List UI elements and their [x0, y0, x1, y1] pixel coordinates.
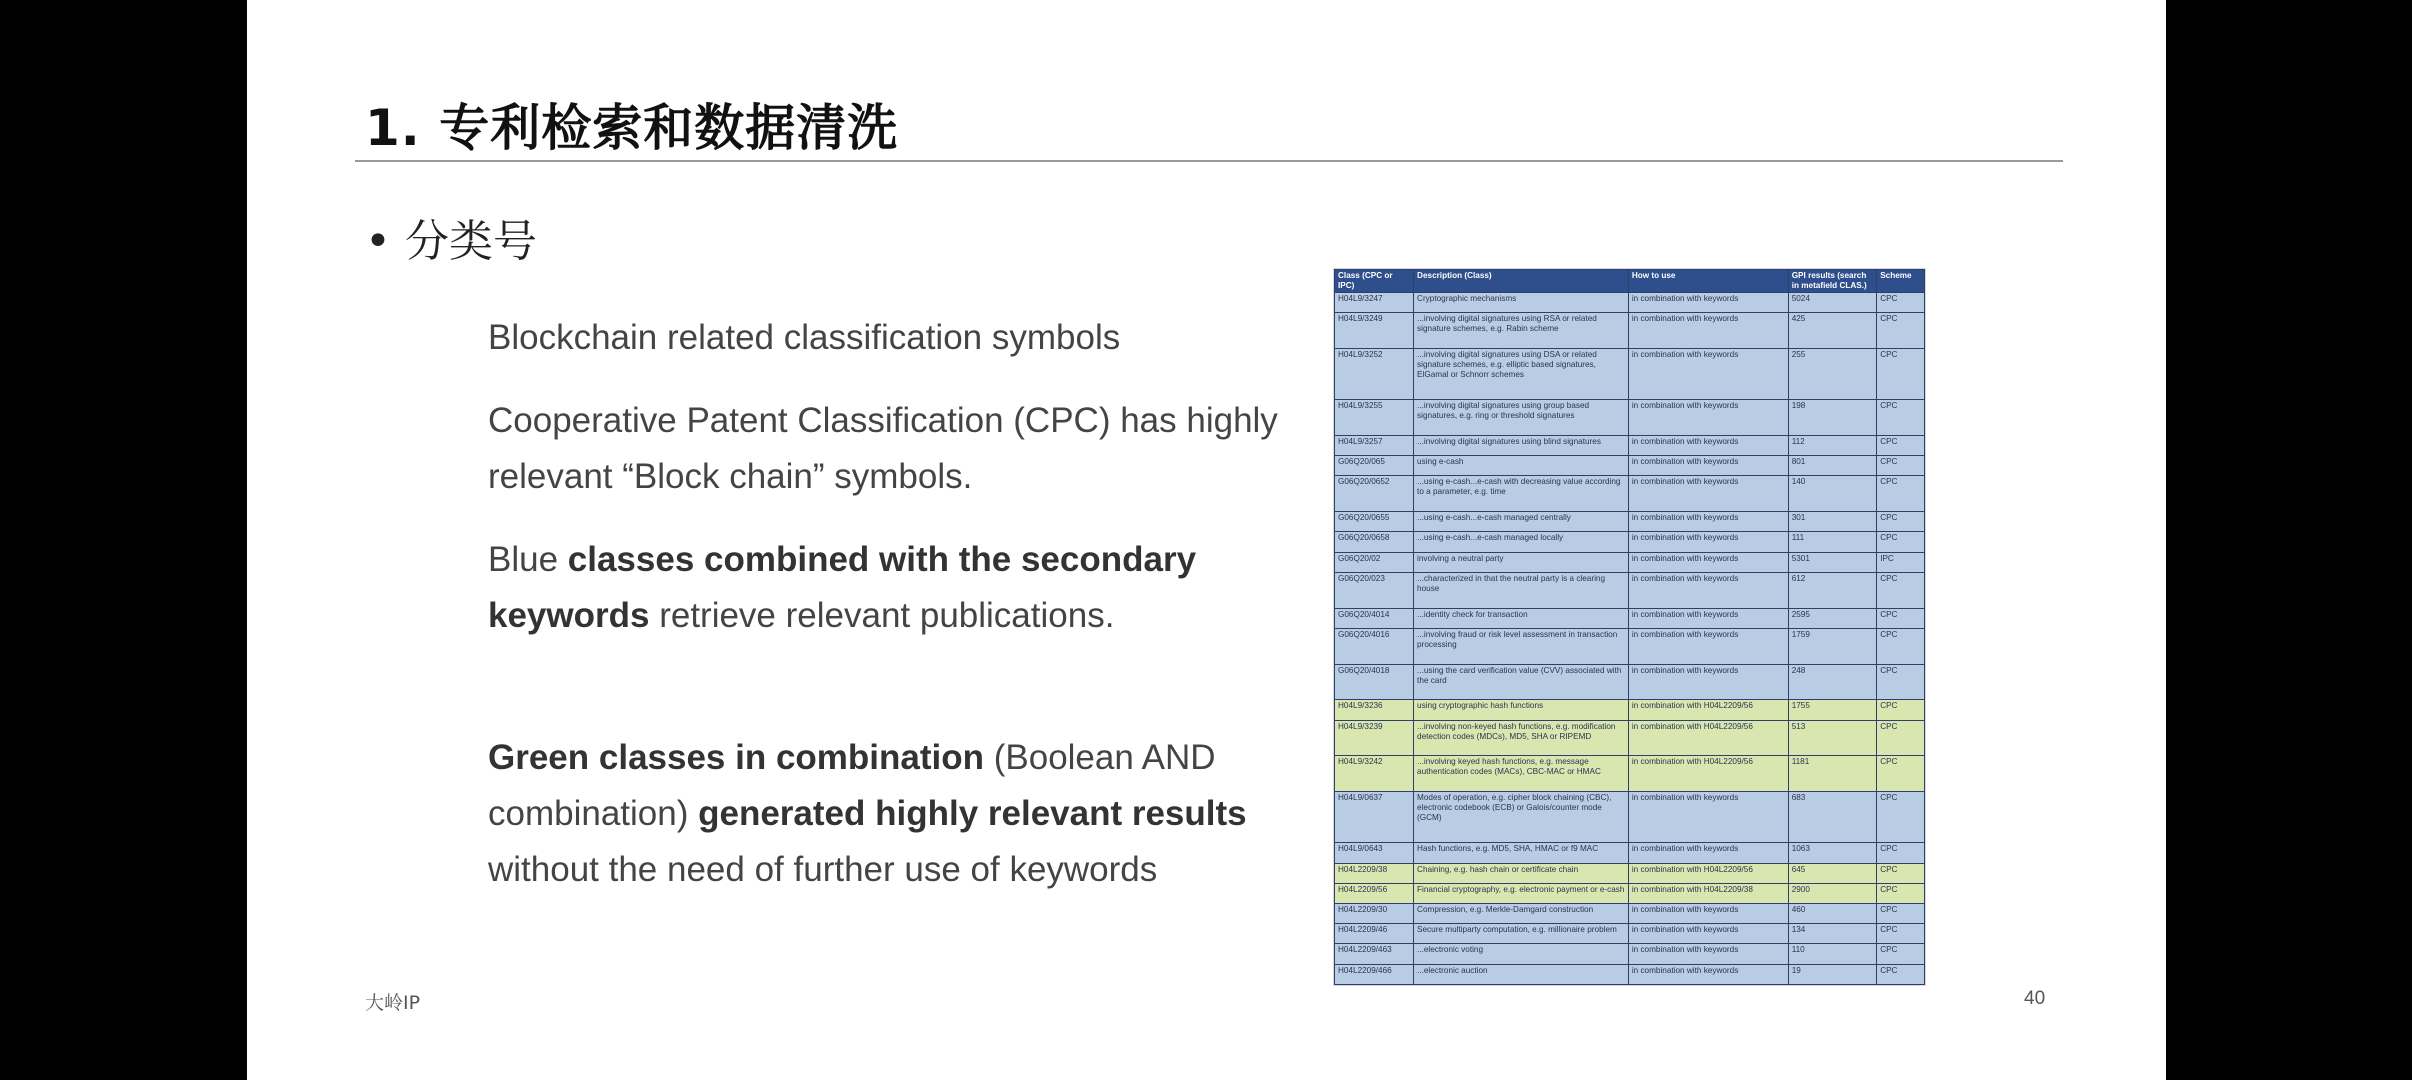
cell-scheme: CPC	[1877, 532, 1925, 552]
title-divider	[355, 160, 2063, 162]
table-row	[1335, 924, 1925, 944]
cell-class: G06Q20/4016	[1335, 628, 1414, 664]
classification-table	[1334, 269, 1925, 985]
cell-scheme: CPC	[1877, 293, 1925, 313]
cell-scheme: CPC	[1877, 456, 1925, 476]
cell-how-to-use: in combination with keywords	[1628, 348, 1788, 399]
cell-how-to-use: in combination with keywords	[1628, 964, 1788, 984]
cell-gpi: 2900	[1788, 883, 1877, 903]
cell-scheme: CPC	[1877, 512, 1925, 532]
table-row	[1335, 400, 1925, 436]
cell-gpi: 112	[1788, 436, 1877, 456]
cell-class: H04L2209/56	[1335, 883, 1414, 903]
cell-description: ...characterized in that the neutral party is a clearing house	[1414, 572, 1629, 608]
cell-how-to-use: in combination with keywords	[1628, 628, 1788, 664]
cell-scheme: CPC	[1877, 720, 1925, 756]
page-number: 40	[2024, 988, 2046, 1009]
cell-description: ...involving non-keyed hash functions, e.g. modification detection codes (MDCs), MD5, SHA or RIPEMD	[1414, 720, 1629, 756]
cell-gpi: 460	[1788, 903, 1877, 923]
cell-class: H04L9/3255	[1335, 400, 1414, 436]
cell-description: Chaining, e.g. hash chain or certificate chain	[1414, 863, 1629, 883]
cell-how-to-use: in combination with keywords	[1628, 293, 1788, 313]
cell-how-to-use: in combination with keywords	[1628, 400, 1788, 436]
cell-description: ...involving digital signatures using RSA or related signature schemes, e.g. Rabin scheme	[1414, 313, 1629, 349]
cell-class: H04L2209/38	[1335, 863, 1414, 883]
cell-scheme: CPC	[1877, 964, 1925, 984]
cell-class: G06Q20/4018	[1335, 664, 1414, 700]
cell-scheme: CPC	[1877, 664, 1925, 700]
cell-gpi: 513	[1788, 720, 1877, 756]
cell-scheme: CPC	[1877, 400, 1925, 436]
header-scheme: Scheme	[1877, 270, 1925, 293]
cell-how-to-use: in combination with keywords	[1628, 512, 1788, 532]
cell-description: ...using e-cash...e-cash managed centrally	[1414, 512, 1629, 532]
cell-scheme: CPC	[1877, 476, 1925, 512]
paragraph-4	[488, 730, 1288, 898]
p4-bold-c: generated highly relevant results	[698, 794, 1247, 833]
cell-gpi: 140	[1788, 476, 1877, 512]
header-class: Class (CPC or IPC)	[1335, 270, 1414, 293]
cell-class: H04L9/3252	[1335, 348, 1414, 399]
cell-class: H04L9/3239	[1335, 720, 1414, 756]
cell-how-to-use: in combination with keywords	[1628, 552, 1788, 572]
header-gpi-results: GPI results (search in metafield CLAS.)	[1788, 270, 1877, 293]
cell-gpi: 801	[1788, 456, 1877, 476]
paragraph-2: Cooperative Patent Classification (CPC) has highly relevant “Block chain” symbols.	[488, 401, 1278, 496]
table-row	[1335, 883, 1925, 903]
table-row	[1335, 903, 1925, 923]
cell-how-to-use: in combination with keywords	[1628, 532, 1788, 552]
cell-description: ...involving digital signatures using blind signatures	[1414, 436, 1629, 456]
header-how-to-use: How to use	[1628, 270, 1788, 293]
cell-scheme: CPC	[1877, 883, 1925, 903]
header-description: Description (Class)	[1414, 270, 1629, 293]
cell-scheme: CPC	[1877, 436, 1925, 456]
cell-scheme: IPC	[1877, 552, 1925, 572]
p3-text-c: retrieve relevant publications.	[649, 596, 1115, 635]
cell-class: H04L9/3257	[1335, 436, 1414, 456]
slide	[247, 0, 2166, 1080]
cell-how-to-use: in combination with H04L2209/56	[1628, 720, 1788, 756]
cell-scheme: CPC	[1877, 313, 1925, 349]
table-row	[1335, 792, 1925, 843]
cell-class: H04L9/3249	[1335, 313, 1414, 349]
table-row	[1335, 476, 1925, 512]
table-row	[1335, 863, 1925, 883]
slide-title: 1. 专利检索和数据清洗	[365, 99, 899, 157]
table-row	[1335, 843, 1925, 863]
cell-class: H04L9/3247	[1335, 293, 1414, 313]
cell-how-to-use: in combination with H04L2209/56	[1628, 700, 1788, 720]
cell-scheme: CPC	[1877, 792, 1925, 843]
cell-gpi: 1181	[1788, 756, 1877, 792]
cell-how-to-use: in combination with keywords	[1628, 792, 1788, 843]
cell-gpi: 111	[1788, 532, 1877, 552]
cell-scheme: CPC	[1877, 944, 1925, 964]
cell-gpi: 134	[1788, 924, 1877, 944]
cell-how-to-use: in combination with keywords	[1628, 313, 1788, 349]
table-row	[1335, 532, 1925, 552]
cell-how-to-use: in combination with keywords	[1628, 436, 1788, 456]
cell-class: G06Q20/0655	[1335, 512, 1414, 532]
p4-bold-a: Green classes in combination	[488, 738, 984, 777]
cell-description: Compression, e.g. Merkle-Damgard construction	[1414, 903, 1629, 923]
table-row	[1335, 756, 1925, 792]
cell-gpi: 301	[1788, 512, 1877, 532]
cell-description: Financial cryptography, e.g. electronic payment or e-cash	[1414, 883, 1629, 903]
cell-gpi: 2595	[1788, 608, 1877, 628]
cell-class: G06Q20/023	[1335, 572, 1414, 608]
table-row	[1335, 436, 1925, 456]
cell-scheme: CPC	[1877, 572, 1925, 608]
table-row	[1335, 552, 1925, 572]
cell-description: ...using e-cash...e-cash managed locally	[1414, 532, 1629, 552]
cell-description: using e-cash	[1414, 456, 1629, 476]
cell-how-to-use: in combination with H04L2209/56	[1628, 863, 1788, 883]
p3-bold: classes combined with the secondary keywords	[488, 540, 1197, 635]
table-row	[1335, 720, 1925, 756]
cell-class: H04L2209/463	[1335, 944, 1414, 964]
cell-how-to-use: in combination with H04L2209/56	[1628, 756, 1788, 792]
cell-class: H04L2209/30	[1335, 903, 1414, 923]
bullet-heading: • 分类号	[365, 216, 537, 267]
cell-class: H04L9/0643	[1335, 843, 1414, 863]
cell-description: using cryptographic hash functions	[1414, 700, 1629, 720]
cell-description: ...electronic auction	[1414, 964, 1629, 984]
table-body	[1335, 293, 1925, 985]
cell-description: ...involving keyed hash functions, e.g. message authentication codes (MACs), CBC-MAC or HMAC	[1414, 756, 1629, 792]
cell-gpi: 110	[1788, 944, 1877, 964]
cell-scheme: CPC	[1877, 608, 1925, 628]
cell-description: Hash functions, e.g. MD5, SHA, HMAC or f9 MAC	[1414, 843, 1629, 863]
cell-how-to-use: in combination with keywords	[1628, 903, 1788, 923]
table-row	[1335, 664, 1925, 700]
cell-how-to-use: in combination with keywords	[1628, 476, 1788, 512]
cell-scheme: CPC	[1877, 348, 1925, 399]
cell-class: G06Q20/065	[1335, 456, 1414, 476]
cell-description: ...using e-cash...e-cash with decreasing value according to a parameter, e.g. time	[1414, 476, 1629, 512]
cell-gpi: 255	[1788, 348, 1877, 399]
cell-gpi: 1755	[1788, 700, 1877, 720]
paragraph-3	[488, 532, 1288, 644]
cell-class: H04L9/0637	[1335, 792, 1414, 843]
cell-how-to-use: in combination with keywords	[1628, 944, 1788, 964]
paragraph-1: Blockchain related classification symbols	[488, 318, 1121, 357]
cell-gpi: 19	[1788, 964, 1877, 984]
cell-gpi: 248	[1788, 664, 1877, 700]
p4-text-d: without the need of further use of keywords	[488, 850, 1158, 889]
cell-how-to-use: in combination with keywords	[1628, 572, 1788, 608]
table-row	[1335, 700, 1925, 720]
cell-class: H04L9/3242	[1335, 756, 1414, 792]
cell-class: G06Q20/0652	[1335, 476, 1414, 512]
table-row	[1335, 628, 1925, 664]
cell-gpi: 5301	[1788, 552, 1877, 572]
cell-how-to-use: in combination with keywords	[1628, 843, 1788, 863]
cell-scheme: CPC	[1877, 843, 1925, 863]
table-row	[1335, 348, 1925, 399]
cell-scheme: CPC	[1877, 924, 1925, 944]
cell-description: Secure multiparty computation, e.g. millionaire problem	[1414, 924, 1629, 944]
cell-class: H04L9/3236	[1335, 700, 1414, 720]
p4-text-b: (Boolean AND combination)	[488, 738, 1216, 833]
cell-how-to-use: in combination with keywords	[1628, 608, 1788, 628]
cell-scheme: CPC	[1877, 863, 1925, 883]
table-row	[1335, 512, 1925, 532]
cell-how-to-use: in combination with keywords	[1628, 664, 1788, 700]
cell-class: G06Q20/0658	[1335, 532, 1414, 552]
table-row	[1335, 456, 1925, 476]
cell-how-to-use: in combination with keywords	[1628, 924, 1788, 944]
cell-gpi: 1063	[1788, 843, 1877, 863]
cell-description: involving a neutral party	[1414, 552, 1629, 572]
table-header-row	[1335, 270, 1925, 293]
cell-scheme: CPC	[1877, 756, 1925, 792]
cell-scheme: CPC	[1877, 628, 1925, 664]
table-row	[1335, 944, 1925, 964]
cell-description: ...involving fraud or risk level assessment in transaction processing	[1414, 628, 1629, 664]
cell-gpi: 612	[1788, 572, 1877, 608]
cell-scheme: CPC	[1877, 903, 1925, 923]
cell-description: ...involving digital signatures using DSA or related signature schemes, e.g. elliptic based signatures, ElGamal or Schnorr schemes	[1414, 348, 1629, 399]
classification-table-image	[1333, 268, 1926, 986]
cell-gpi: 645	[1788, 863, 1877, 883]
cell-class: H04L2209/46	[1335, 924, 1414, 944]
cell-how-to-use: in combination with H04L2209/38	[1628, 883, 1788, 903]
cell-description: ...identity check for transaction	[1414, 608, 1629, 628]
cell-description: Modes of operation, e.g. cipher block chaining (CBC), electronic codebook (ECB) or Galois/counter mode (GCM)	[1414, 792, 1629, 843]
cell-scheme: CPC	[1877, 700, 1925, 720]
table-row	[1335, 608, 1925, 628]
table-row	[1335, 293, 1925, 313]
cell-description: ...electronic voting	[1414, 944, 1629, 964]
cell-gpi: 425	[1788, 313, 1877, 349]
cell-gpi: 198	[1788, 400, 1877, 436]
cell-description: Cryptographic mechanisms	[1414, 293, 1629, 313]
cell-gpi: 683	[1788, 792, 1877, 843]
cell-class: G06Q20/02	[1335, 552, 1414, 572]
cell-gpi: 5024	[1788, 293, 1877, 313]
table-row	[1335, 572, 1925, 608]
footer-brand: 大岭IP	[365, 992, 421, 1014]
cell-how-to-use: in combination with keywords	[1628, 456, 1788, 476]
cell-gpi: 1759	[1788, 628, 1877, 664]
cell-description: ...using the card verification value (CVV) associated with the card	[1414, 664, 1629, 700]
table-row	[1335, 313, 1925, 349]
p3-text-a: Blue	[488, 540, 568, 579]
cell-description: ...involving digital signatures using group based signatures, e.g. ring or threshold signatures	[1414, 400, 1629, 436]
table-row	[1335, 964, 1925, 984]
cell-class: H04L2209/466	[1335, 964, 1414, 984]
cell-class: G06Q20/4014	[1335, 608, 1414, 628]
